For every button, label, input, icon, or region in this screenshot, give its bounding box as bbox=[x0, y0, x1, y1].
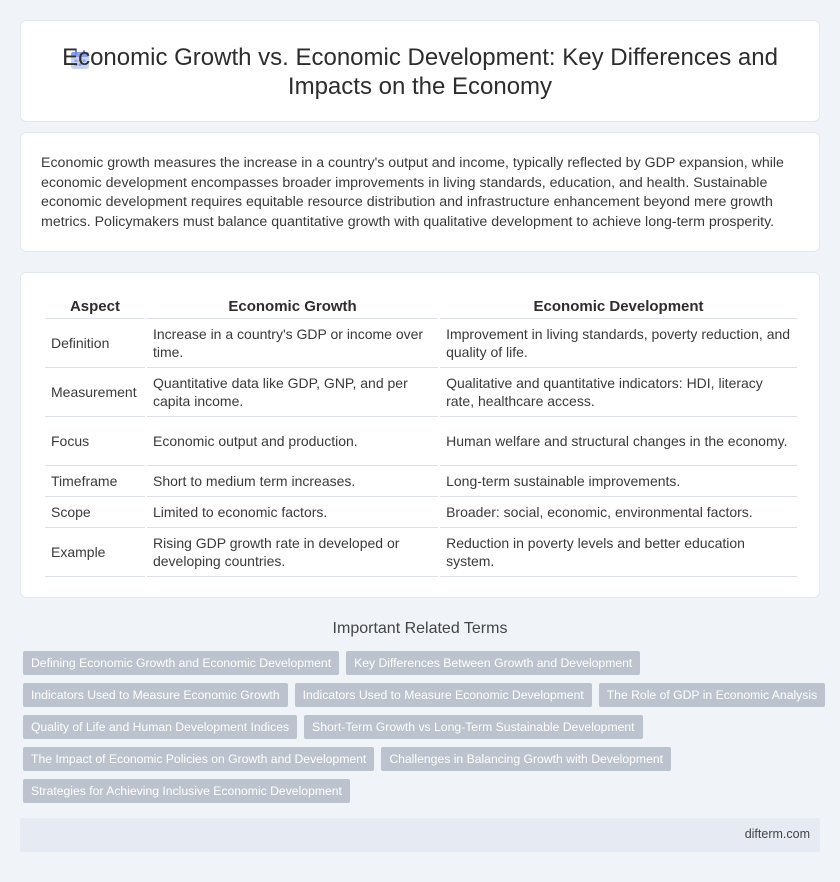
row-aspect: Definition bbox=[45, 319, 145, 368]
comparison-table-card bbox=[20, 272, 820, 598]
row-aspect: Example bbox=[45, 528, 145, 577]
footer bbox=[20, 818, 820, 852]
related-term-tag[interactable]: The Role of GDP in Economic Analysis bbox=[599, 683, 825, 707]
row-aspect: Focus bbox=[45, 417, 145, 466]
header-economic-growth: Economic Growth bbox=[147, 293, 438, 319]
related-terms-title: Important Related Terms bbox=[332, 620, 508, 637]
related-term-tag[interactable]: Key Differences Between Growth and Development bbox=[346, 651, 640, 675]
row-development: Broader: social, economic, environmental factors. bbox=[440, 497, 797, 528]
table-row bbox=[45, 497, 797, 528]
related-term-tag[interactable]: Quality of Life and Human Development Indices bbox=[23, 715, 297, 739]
intro-card bbox=[20, 132, 820, 252]
header-aspect: Aspect bbox=[45, 293, 145, 319]
related-term-tag[interactable]: Indicators Used to Measure Economic Growth bbox=[23, 683, 288, 707]
table-row bbox=[45, 528, 797, 577]
related-term-tag[interactable]: Indicators Used to Measure Economic Development bbox=[295, 683, 592, 707]
table-row bbox=[45, 466, 797, 497]
row-development: Improvement in living standards, poverty reduction, and quality of life. bbox=[440, 319, 797, 368]
footer-site[interactable]: difterm.com bbox=[744, 827, 810, 841]
table-row bbox=[45, 417, 797, 466]
comparison-table bbox=[43, 293, 799, 577]
table-row bbox=[45, 368, 797, 417]
row-aspect: Measurement bbox=[45, 368, 145, 417]
row-growth: Quantitative data like GDP, GNP, and per capita income. bbox=[147, 368, 438, 417]
row-aspect: Scope bbox=[45, 497, 145, 528]
row-growth: Economic output and production. bbox=[147, 417, 438, 466]
related-terms-list bbox=[23, 651, 823, 811]
row-growth: Increase in a country's GDP or income over time. bbox=[147, 319, 438, 368]
header-economic-development: Economic Development bbox=[440, 293, 797, 319]
intro-text: Economic growth measures the increase in a country's output and income, typically reflected by GDP expansion, while economic development encompasses broader improvements in living standards, education, and health. Sustainable economic development requires equitable resource distribution and infrastructure enhancement beyond mere growth metrics. Policymakers must balance quantitative growth with qualitative development to achieve long-term prosperity. bbox=[41, 155, 784, 230]
related-term-tag[interactable]: The Impact of Economic Policies on Growth and Development bbox=[23, 747, 374, 771]
related-term-tag[interactable]: Short-Term Growth vs Long-Term Sustainable Development bbox=[304, 715, 642, 739]
header-card bbox=[20, 20, 820, 122]
related-term-tag[interactable]: Challenges in Balancing Growth with Development bbox=[381, 747, 671, 771]
row-aspect: Timeframe bbox=[45, 466, 145, 497]
row-development: Reduction in poverty levels and better education system. bbox=[440, 528, 797, 577]
row-development: Qualitative and quantitative indicators: HDI, literacy rate, healthcare access. bbox=[440, 368, 797, 417]
row-development: Long-term sustainable improvements. bbox=[440, 466, 797, 497]
related-term-tag[interactable]: Defining Economic Growth and Economic Development bbox=[23, 651, 339, 675]
row-growth: Short to medium term increases. bbox=[147, 466, 438, 497]
table-row bbox=[45, 319, 797, 368]
page-title: Economic Growth vs. Economic Development: Key Differences and Impacts on the Economy bbox=[62, 44, 778, 100]
row-growth: Limited to economic factors. bbox=[147, 497, 438, 528]
row-growth: Rising GDP growth rate in developed or developing countries. bbox=[147, 528, 438, 577]
related-term-tag[interactable]: Strategies for Achieving Inclusive Economic Development bbox=[23, 779, 350, 803]
row-development: Human welfare and structural changes in the economy. bbox=[440, 417, 797, 466]
